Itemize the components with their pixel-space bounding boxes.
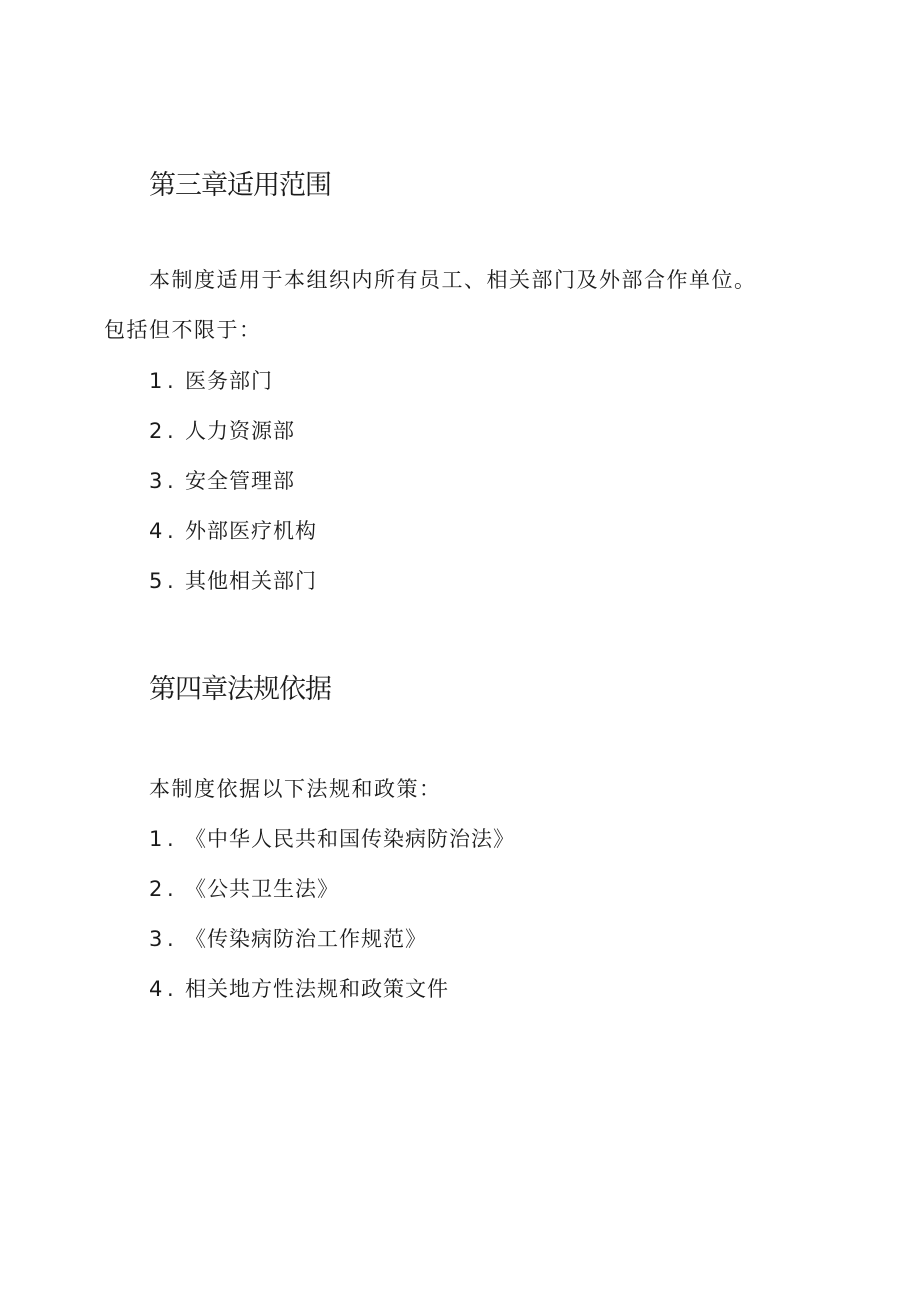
list-item-text: 人力资源部	[185, 419, 295, 443]
list-item-number: 2	[149, 419, 163, 443]
list-item-text: 《公共卫生法》	[185, 877, 339, 901]
list-item-number: 1	[149, 827, 163, 851]
list-item-number: 5	[149, 569, 163, 593]
chapter3-list-item	[149, 521, 317, 542]
chapter3-title: 第三章适用范围	[149, 170, 331, 201]
list-item-number: 4	[149, 519, 163, 543]
list-item-text: 《传染病防治工作规范》	[185, 927, 427, 951]
list-item-separator: .	[167, 519, 174, 543]
list-item-separator: .	[167, 419, 174, 443]
chapter3-list-item	[149, 571, 317, 592]
list-item-separator: .	[167, 927, 174, 951]
list-item-text: 外部医疗机构	[185, 519, 317, 543]
list-item-text: 医务部门	[185, 369, 273, 393]
list-item-separator: .	[167, 469, 174, 493]
list-item-separator: .	[167, 877, 174, 901]
chapter3-list-item	[149, 371, 273, 392]
chapter4-title: 第四章法规依据	[149, 674, 331, 705]
list-item-separator: .	[167, 569, 174, 593]
chapter4-list-item	[149, 829, 515, 850]
list-item-number: 4	[149, 977, 163, 1001]
list-item-text: 其他相关部门	[185, 569, 317, 593]
list-item-number: 2	[149, 877, 163, 901]
chapter4-list-item	[149, 929, 427, 950]
chapter3-list-item	[149, 421, 295, 442]
chapter3-list-item	[149, 471, 295, 492]
list-item-number: 3	[149, 469, 163, 493]
chapter4-list-item	[149, 979, 449, 1000]
list-item-separator: .	[167, 827, 174, 851]
list-item-number: 1	[149, 369, 163, 393]
list-item-text: 相关地方性法规和政策文件	[185, 977, 449, 1001]
chapter3-paragraph-line1: 本制度适用于本组织内所有员工、相关部门及外部合作单位。	[149, 268, 757, 292]
chapter4-list-item	[149, 879, 339, 900]
chapter3-paragraph-line2: 包括但不限于：	[104, 318, 262, 342]
list-item-text: 《中华人民共和国传染病防治法》	[185, 827, 515, 851]
list-item-separator: .	[167, 977, 174, 1001]
chapter4-paragraph: 本制度依据以下法规和政策：	[149, 777, 442, 801]
list-item-separator: .	[167, 369, 174, 393]
list-item-text: 安全管理部	[185, 469, 295, 493]
list-item-number: 3	[149, 927, 163, 951]
